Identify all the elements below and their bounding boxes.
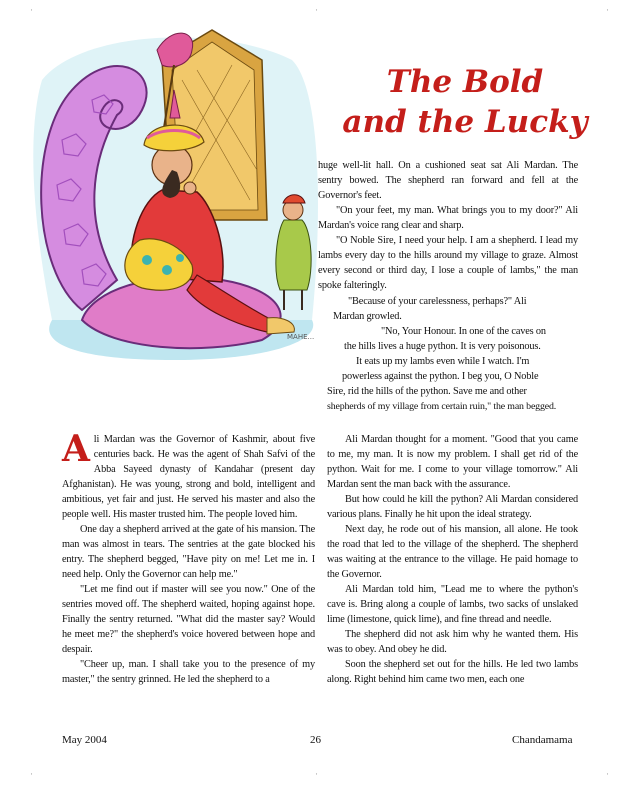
- paragraph: Soon the shepherd set out for the hills. He led two lambs along. Right behind him came two men, each one: [327, 659, 578, 685]
- footer-date: May 2004: [62, 734, 107, 746]
- wrapped-line: "Because of your carelessness, perhaps?" Ali: [348, 296, 527, 307]
- story-illustration: [22, 20, 332, 365]
- footer-magazine: Chandamama: [512, 734, 573, 746]
- crop-mark: ·: [30, 769, 33, 779]
- right-column: [327, 432, 578, 687]
- crop-mark: ·: [315, 769, 318, 779]
- opening-paragraph: [62, 428, 315, 522]
- right-column-top: [318, 158, 578, 293]
- paragraph: huge well-lit hall. On a cushioned seat sat Ali Mardan. The sentry bowed. The shepherd ran forward and fell at the Governor's feet.: [318, 160, 578, 201]
- wrapped-line: Sire, rid the hills of the python. Save me and other: [327, 386, 527, 397]
- paragraph: "O Noble Sire, I need your help. I am a shepherd. I lead my lambs every day to the hills around my village to graze. Almost every second or third day, I lose a couple of lambs," the man spoke falteringly.: [318, 235, 578, 291]
- title-line-1: The Bold: [386, 64, 544, 100]
- page-number: 26: [310, 734, 321, 746]
- paragraph: Ali Mardan told him, "Lead me to where the python's cave is. Bring along a couple of lambs, two sacks of unslaked lime (limestone, quick lime), and fine thread and needle.: [327, 584, 578, 625]
- drop-cap: A: [62, 428, 90, 470]
- paragraph: But how could he kill the python? Ali Mardan considered various plans. Finally he hit upon the ideal strategy.: [327, 494, 578, 520]
- paragraph: The shepherd did not ask him why he wanted them. His was to obey. And obey he did.: [327, 629, 578, 655]
- crop-mark: ·: [30, 5, 33, 15]
- paragraph: "On your feet, my man. What brings you to my door?" Ali Mardan's voice rang clear and sharp.: [318, 205, 578, 231]
- paragraph: Next day, he rode out of his mansion, all alone. He took the road that led to the village of the shepherd. The shepherd was waiting at the entrance to the village. He paid homage to the Governor.: [327, 524, 578, 580]
- crop-mark: ·: [606, 769, 609, 779]
- wrapped-line: It eats up my lambs even while I watch. I'm: [356, 356, 530, 367]
- title-line-2: and the Lucky: [342, 104, 588, 140]
- left-column: [62, 428, 315, 687]
- story-title: [330, 62, 600, 142]
- wrapped-line: Mardan growled.: [333, 311, 402, 322]
- opening-text: li Mardan was the Governor of Kashmir, about five centuries back. He was the agent of Shah Safvi of the Abba Sayeed dynasty of Kandahar (present day Afghanistan). He was young, strong and bold, intelligent and ambitious, yet fair and just. He served his master and also the people well. His master trusted him. The people loved him.: [62, 434, 315, 520]
- paragraph: "Cheer up, man. I shall take you to the presence of my master," the sentry grinned. He led the shepherd to a: [62, 659, 315, 685]
- illustrator-signature: MAHE...: [287, 333, 315, 341]
- wrapped-line: powerless against the python. I beg you, O Noble: [342, 371, 539, 382]
- crop-mark: ·: [606, 5, 609, 15]
- wrapped-line: "No, Your Honour. In one of the caves on: [381, 326, 546, 337]
- paragraph: Ali Mardan thought for a moment. "Good that you came to me, my man. It is now my problem. I shall get rid of the python. Wait for me. I come to your village tomorrow." Ali Mardan sent the man back with the assurance.: [327, 434, 578, 490]
- wrapped-line: the hills lives a huge python. It is very poisonous.: [344, 341, 541, 352]
- paragraph: One day a shepherd arrived at the gate of his mansion. The man was almost in tears. The sentries at the gate blocked his entry. The shepherd begged, "Have pity on me! Let me in. I need help. Only the Governor can help me.": [62, 524, 315, 580]
- crop-mark: ·: [315, 5, 318, 15]
- paragraph: "Let me find out if master will see you now." One of the sentries moved off. The shepherd waited, hoping against hope. Finally the sentry returned. "What did the master say? Would he meet me?" the shepherd's voice hovered between hope and despair.: [62, 584, 315, 655]
- wrapped-line: shepherds of my village from certain ruin," the man begged.: [327, 401, 557, 412]
